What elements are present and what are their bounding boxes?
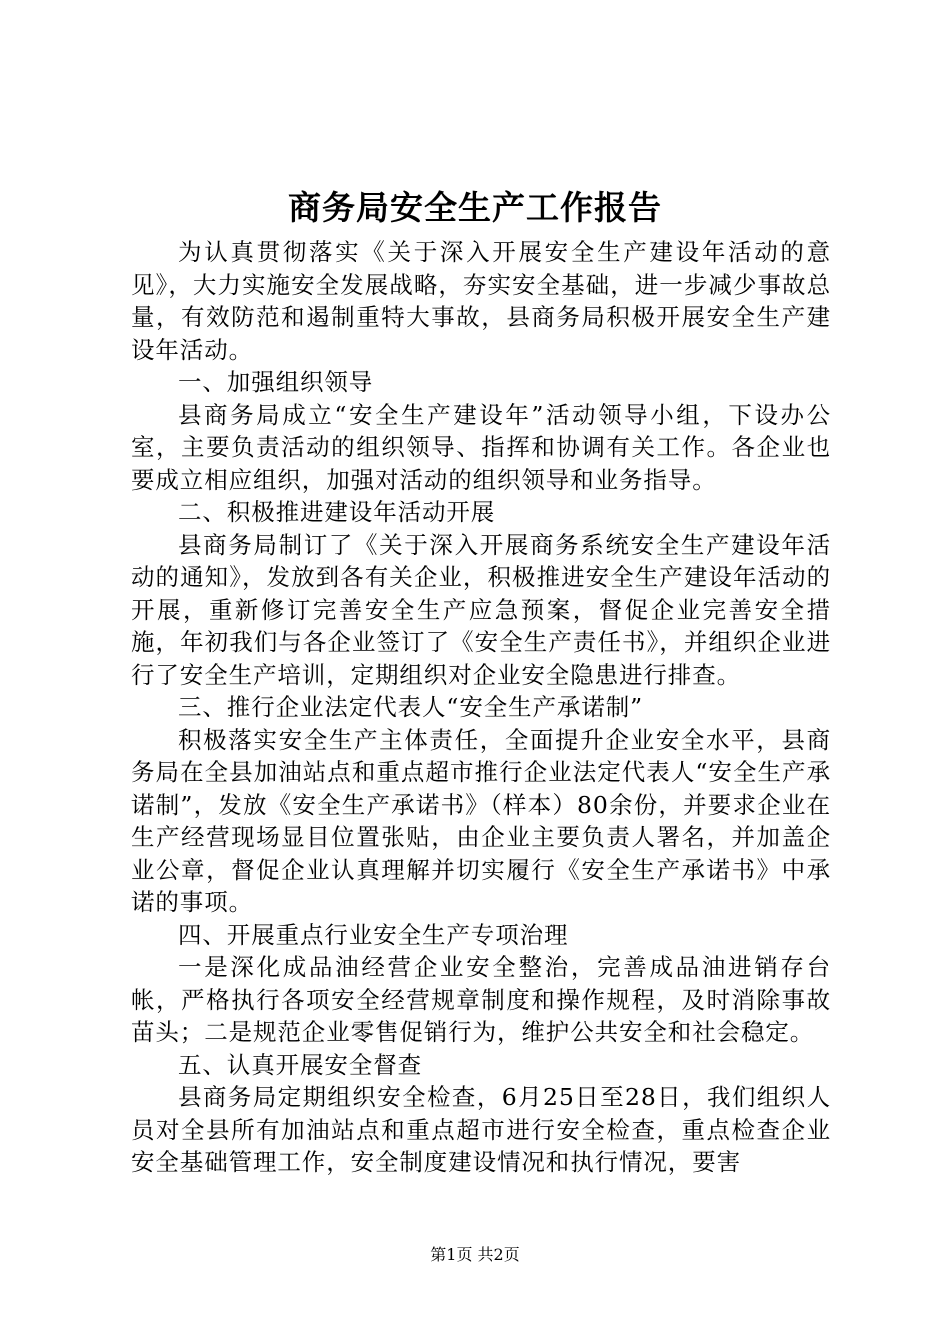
section-heading-1: 一、加强组织领导: [178, 368, 374, 396]
paragraph-section-1: 县商务局成立“安全生产建设年”活动领导小组，下设办公室，主要负责活动的组织领导、指挥和协调有关工作。各企业也要成立相应组织，加强对活动的组织领导和业务指导。: [131, 400, 831, 494]
section-heading-2: 二、积极推进建设年活动开展: [178, 498, 496, 526]
paragraph-section-5: 县商务局定期组织安全检查，6月25日至28日，我们组织人员对全县所有加油站点和重点超市进行安全检查，重点检查企业安全基础管理工作，安全制度建设情况和执行情况，要害: [131, 1083, 831, 1176]
page-footer: 第1页 共2页: [430, 1245, 520, 1264]
section-heading-5: 五、认真开展安全督查: [178, 1050, 422, 1079]
paragraph-section-4: 一是深化成品油经营企业安全整治，完善成品油进销存台帐，严格执行各项安全经营规章制度和操作规程，及时消除事故苗头；二是规范企业零售促销行为，维护公共安全和社会稳定。: [131, 953, 831, 1046]
section-heading-4: 四、开展重点行业安全生产专项治理: [178, 920, 569, 949]
section-heading-3: 三、推行企业法定代表人“安全生产承诺制”: [178, 693, 644, 721]
paragraph-section-3: 积极落实安全生产主体责任，全面提升企业安全水平，县商务局在全县加油站点和重点超市推行企业法定代表人“安全生产承诺制”，发放《安全生产承诺书》（样本）80余份，并要求企业在生产经营现场显目位置张贴，由企业主要负责人署名，并加盖企业公章，督促企业认真理解并切实履行《安全生产承诺书》中承诺的事项。: [131, 725, 831, 916]
paragraph-intro: 为认真贯彻落实《关于深入开展安全生产建设年活动的意见》，大力实施安全发展战略，夯实安全基础，进一步减少事故总量，有效防范和遏制重特大事故，县商务局积极开展安全生产建设年活动。: [131, 238, 831, 364]
document-body: [131, 236, 831, 1179]
document-title: 商务局安全生产工作报告: [288, 188, 662, 227]
paragraph-section-2: 县商务局制订了《关于深入开展商务系统安全生产建设年活动的通知》，发放到各有关企业，积极推进安全生产建设年活动的开展，重新修订完善安全生产应急预案，督促企业完善安全措施，年初我们与各企业签订了《安全生产责任书》，并组织企业进行了安全生产培训，定期组织对企业安全隐患进行排查。: [131, 530, 831, 689]
